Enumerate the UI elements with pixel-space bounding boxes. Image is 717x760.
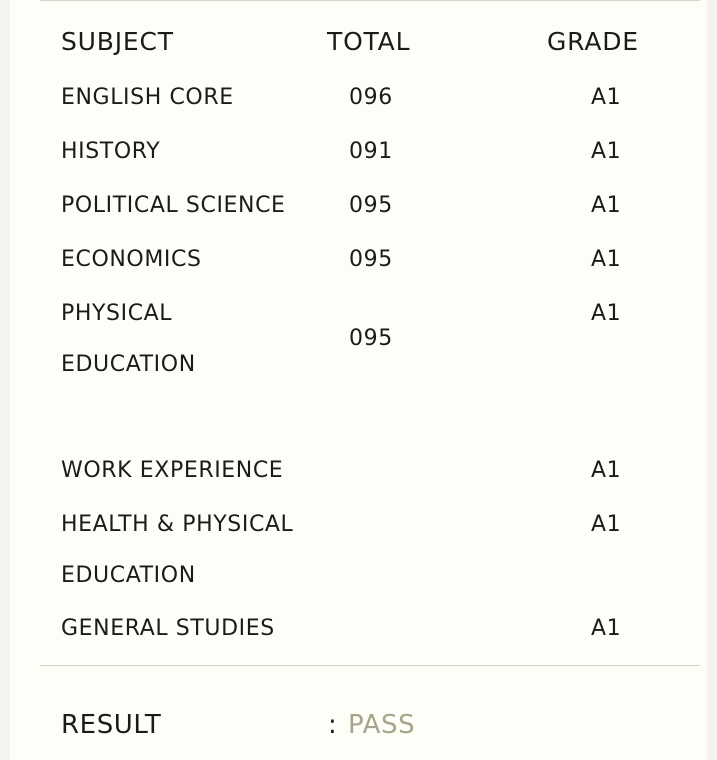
table-row-total: 091 xyxy=(349,139,393,164)
table-row-total: 096 xyxy=(349,85,393,110)
table-row-grade: A1 xyxy=(591,512,622,537)
table-row-grade: A1 xyxy=(591,247,622,272)
table-row-grade: A1 xyxy=(591,85,622,110)
table-row-grade: A1 xyxy=(591,139,622,164)
result-label: RESULT xyxy=(61,710,162,740)
table-row-grade: A1 xyxy=(591,301,622,326)
header-subject: SUBJECT xyxy=(61,27,174,56)
table-row-subject-line2: EDUCATION xyxy=(61,352,196,377)
table-row-total: 095 xyxy=(349,247,393,272)
table-row-subject: GENERAL STUDIES xyxy=(61,616,275,641)
table-row-subject: PHYSICAL xyxy=(61,301,173,326)
top-divider xyxy=(40,0,700,1)
table-row-subject: WORK EXPERIENCE xyxy=(61,458,284,483)
table-row-subject: POLITICAL SCIENCE xyxy=(61,193,286,218)
table-row-grade: A1 xyxy=(591,616,622,641)
table-row-total: 095 xyxy=(349,193,393,218)
table-row-total: 095 xyxy=(349,326,393,351)
table-row-grade: A1 xyxy=(591,458,622,483)
header-grade: GRADE xyxy=(547,27,639,56)
header-total: TOTAL xyxy=(327,27,411,56)
table-row-subject: ECONOMICS xyxy=(61,247,202,272)
result-divider xyxy=(40,665,700,666)
result-separator: : xyxy=(328,710,337,740)
table-row-subject-line2: EDUCATION xyxy=(61,563,196,588)
table-row-subject: ENGLISH CORE xyxy=(61,85,234,110)
marksheet-card xyxy=(10,0,707,760)
table-row-subject: HEALTH & PHYSICAL xyxy=(61,512,294,537)
table-row-subject: HISTORY xyxy=(61,139,161,164)
table-row-grade: A1 xyxy=(591,193,622,218)
result-value: PASS xyxy=(348,710,416,740)
